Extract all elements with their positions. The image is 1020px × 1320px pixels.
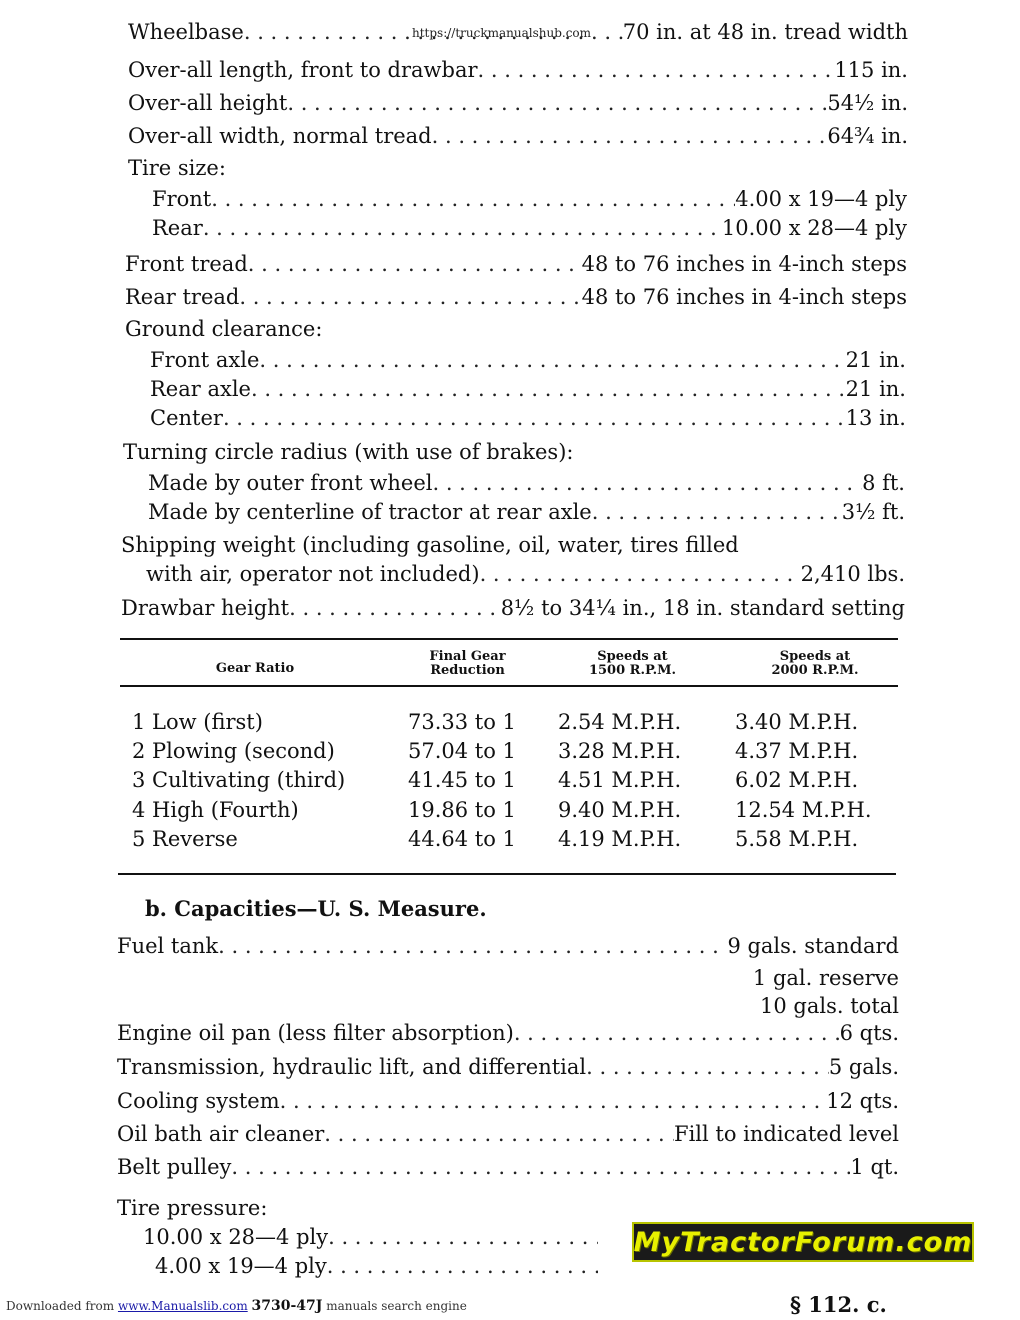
table-bottom-rule xyxy=(118,873,896,875)
header-line: 1500 R.P.M. xyxy=(588,663,677,678)
spec-label: Fuel tank xyxy=(117,934,219,958)
gear-value-cell: 4.51 M.P.H. xyxy=(558,768,682,792)
spec-value: 21 in. xyxy=(845,377,906,401)
fuel-reserve: 1 gal. reserve xyxy=(752,966,899,990)
air-cleaner-row xyxy=(117,1120,899,1148)
gear-name-cell: 3 Cultivating (third) xyxy=(132,768,346,792)
header-line: Reduction xyxy=(430,663,505,678)
footer-suffix: manuals search engine xyxy=(326,1299,467,1313)
leader-dots xyxy=(239,283,581,311)
leader-dots xyxy=(244,18,623,46)
leader-dots xyxy=(478,56,835,84)
tire-pressure-rear xyxy=(143,1223,598,1251)
header-line: Final Gear xyxy=(429,649,506,664)
turning-heading: Turning circle radius (with use of brakes): xyxy=(123,440,574,464)
leader-dots xyxy=(223,404,846,432)
leader-dots xyxy=(592,498,842,526)
leader-dots xyxy=(289,594,501,622)
leader-dots xyxy=(231,1153,850,1181)
spec-value: 10.00 x 28—4 ply xyxy=(721,216,907,240)
clearance-rear-axle xyxy=(150,375,906,403)
spec-value: 64¾ in. xyxy=(827,124,908,148)
footer-code: 3730-47J xyxy=(251,1298,323,1314)
shipping-line1: Shipping weight (including gasoline, oil, water, tires filled xyxy=(121,533,739,557)
belt-pulley-row xyxy=(117,1153,899,1181)
header-gear-ratio xyxy=(175,662,335,676)
engine-oil-row xyxy=(117,1019,899,1047)
tire-pressure-front xyxy=(143,1252,598,1280)
leader-dots xyxy=(280,1087,827,1115)
spec-value: 48 to 76 inches in 4-inch steps xyxy=(581,285,907,309)
spec-value: 115 in. xyxy=(834,58,908,82)
leader-dots xyxy=(211,185,735,213)
gear-value-cell: 73.33 to 1 xyxy=(408,710,516,734)
spec-value: 6 qts. xyxy=(839,1021,899,1045)
spec-label: Front xyxy=(152,187,212,211)
leader-dots xyxy=(251,375,846,403)
spec-label: Rear tread xyxy=(125,285,240,309)
spec-value: 1 qt. xyxy=(850,1155,899,1179)
spec-label: Drawbar height xyxy=(121,596,290,620)
table-top-rule xyxy=(120,638,898,640)
spec-label: with air, operator not included) xyxy=(146,562,480,586)
spec-label: Oil bath air cleaner xyxy=(117,1122,325,1146)
spec-value: 8½ to 34¼ in., 18 in. standard setting xyxy=(500,596,905,620)
leader-dots xyxy=(259,346,845,374)
spec-label: Rear xyxy=(152,216,203,240)
gear-value-cell: 41.45 to 1 xyxy=(408,768,516,792)
gear-value-cell: 44.64 to 1 xyxy=(408,827,516,851)
spec-label: 4.00 x 19—4 ply xyxy=(155,1254,327,1278)
spec-label: Wheelbase xyxy=(128,20,244,44)
leader-dots xyxy=(203,214,722,242)
spec-value: 5 gals. xyxy=(828,1055,899,1079)
spec-value: 4.00 x 19—4 ply xyxy=(735,187,907,211)
gear-value-cell: 12.54 M.P.H. xyxy=(735,798,872,822)
leader-dots xyxy=(327,1252,598,1280)
spec-label: Center xyxy=(150,406,223,430)
spec-label: Over-all width, normal tread xyxy=(128,124,432,148)
spec-label: 10.00 x 28—4 ply xyxy=(143,1225,329,1249)
leader-dots xyxy=(248,250,582,278)
footer-link[interactable]: www.Manualslib.com xyxy=(117,1299,248,1313)
gear-value-cell: 4.37 M.P.H. xyxy=(735,739,859,763)
footer-prefix: Downloaded from xyxy=(6,1299,115,1313)
gear-value-cell: 4.19 M.P.H. xyxy=(558,827,682,851)
spec-value: 2,410 lbs. xyxy=(800,562,905,586)
spec-value: 54½ in. xyxy=(827,91,908,115)
gear-value-cell: 3.28 M.P.H. xyxy=(558,739,682,763)
leader-dots xyxy=(586,1053,829,1081)
header-line: 2000 R.P.M. xyxy=(771,663,859,678)
leader-dots xyxy=(328,1223,598,1251)
leader-dots xyxy=(514,1019,840,1047)
turning-outer-wheel xyxy=(148,469,905,497)
spec-value: Fill to indicated level xyxy=(674,1122,899,1146)
header-line: Speeds at xyxy=(597,649,668,664)
spec-label: Engine oil pan (less filter absorption) xyxy=(117,1021,514,1045)
header-speed-1500 xyxy=(555,650,710,678)
table-header-rule xyxy=(120,685,898,687)
section-number: § 112. c. xyxy=(790,1292,887,1317)
tire-size-front xyxy=(152,185,907,213)
leader-dots xyxy=(218,932,727,960)
gear-value-cell: 5.58 M.P.H. xyxy=(735,827,859,851)
leader-dots xyxy=(287,89,827,117)
rear-tread-row xyxy=(125,283,907,311)
spec-label: Over-all height xyxy=(128,91,288,115)
gear-value-cell: 19.86 to 1 xyxy=(408,798,516,822)
tire-size-rear xyxy=(152,214,907,242)
spec-label: Cooling system xyxy=(117,1089,280,1113)
header-line: Speeds at xyxy=(779,649,851,664)
logo-text: MyTractorForum.com xyxy=(633,1226,973,1258)
footer-download-note xyxy=(6,1298,467,1314)
gear-value-cell: 9.40 M.P.H. xyxy=(558,798,682,822)
shipping-weight-row xyxy=(146,560,905,588)
spec-label: Belt pulley xyxy=(117,1155,232,1179)
gear-name-cell: 4 High (Fourth) xyxy=(132,798,299,822)
capacities-title: b. Capacities—U. S. Measure. xyxy=(145,896,487,921)
spec-row-height xyxy=(128,89,908,117)
leader-dots xyxy=(432,122,828,150)
turning-centerline xyxy=(148,498,905,526)
gear-value-cell: 57.04 to 1 xyxy=(408,739,516,763)
spec-label: Made by outer front wheel xyxy=(148,471,433,495)
spec-value: 12 qts. xyxy=(826,1089,899,1113)
spec-label: Front axle xyxy=(150,348,260,372)
fuel-tank-row xyxy=(117,932,899,960)
spec-row-width xyxy=(128,122,908,150)
tire-pressure-heading: Tire pressure: xyxy=(117,1196,268,1220)
tire-size-heading: Tire size: xyxy=(128,156,226,180)
ground-clearance-heading: Ground clearance: xyxy=(125,317,323,341)
fuel-total: 10 gals. total xyxy=(760,994,899,1018)
transmission-row xyxy=(117,1053,899,1081)
spec-value: 8 ft. xyxy=(862,471,905,495)
watermark-url: https://truckmanualshub.com xyxy=(412,26,592,40)
clearance-front-axle xyxy=(150,346,906,374)
gear-name-cell: 2 Plowing (second) xyxy=(132,739,335,763)
clearance-center xyxy=(150,404,906,432)
mytractorforum-logo xyxy=(632,1222,974,1262)
spec-value: 3½ ft. xyxy=(841,500,905,524)
spec-label: Transmission, hydraulic lift, and differential xyxy=(117,1055,587,1079)
spec-value: 48 to 76 inches in 4-inch steps xyxy=(581,252,907,276)
header-final-reduction xyxy=(390,650,545,678)
spec-value: 9 gals. standard xyxy=(727,934,899,958)
spec-label: Front tread xyxy=(125,252,248,276)
front-tread-row xyxy=(125,250,907,278)
cooling-row xyxy=(117,1087,899,1115)
spec-row-wheelbase xyxy=(128,18,908,46)
header-line: Gear Ratio xyxy=(215,661,295,676)
gear-value-cell: 2.54 M.P.H. xyxy=(558,710,682,734)
gear-value-cell: 6.02 M.P.H. xyxy=(735,768,859,792)
leader-dots xyxy=(480,560,801,588)
gear-name-cell: 5 Reverse xyxy=(132,827,238,851)
header-speed-2000 xyxy=(735,650,895,678)
spec-value: 70 in. at 48 in. tread width xyxy=(622,20,908,44)
gear-name-cell: 1 Low (first) xyxy=(132,710,263,734)
gear-value-cell: 3.40 M.P.H. xyxy=(735,710,859,734)
drawbar-height-row xyxy=(121,594,905,622)
spec-row-length xyxy=(128,56,908,84)
spec-value: 21 in. xyxy=(845,348,906,372)
leader-dots xyxy=(324,1120,674,1148)
spec-label: Rear axle xyxy=(150,377,251,401)
spec-value: 13 in. xyxy=(845,406,906,430)
leader-dots xyxy=(432,469,862,497)
spec-label: Made by centerline of tractor at rear axle xyxy=(148,500,592,524)
spec-label: Over-all length, front to drawbar xyxy=(128,58,478,82)
